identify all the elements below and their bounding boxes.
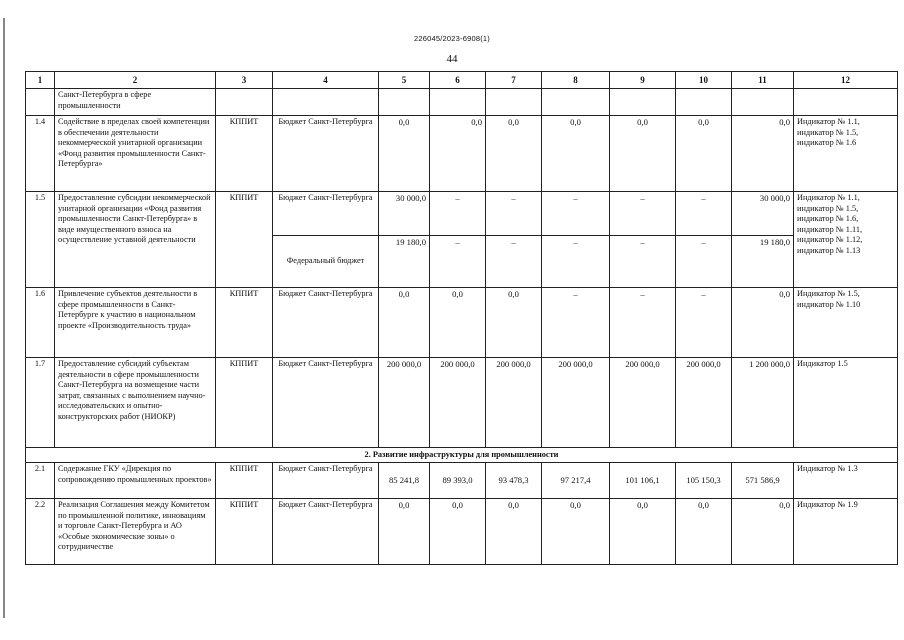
value-col7: 93 478,3 bbox=[486, 463, 542, 499]
table-row bbox=[26, 89, 898, 116]
value-col10: – bbox=[676, 192, 732, 236]
col-header-7: 7 bbox=[486, 72, 542, 89]
indicator: Индикатор № 1.1, индикатор № 1.5, индикатор № 1.6, индикатор № 1.11, индикатор № 1.12, индикатор № 1.13 bbox=[794, 192, 898, 288]
value-col11: 0,0 bbox=[732, 499, 794, 565]
executor: КППИТ bbox=[216, 463, 273, 499]
value-col5: 200 000,0 bbox=[379, 358, 430, 448]
value-col9: – bbox=[610, 288, 676, 358]
measure-name: Санкт-Петербурга в сфере промышленности bbox=[55, 89, 216, 116]
funding-source: Бюджет Санкт-Петербурга bbox=[273, 116, 379, 192]
value-col7: 200 000,0 bbox=[486, 358, 542, 448]
value-col11: 0,0 bbox=[732, 116, 794, 192]
value-col8: – bbox=[542, 236, 610, 288]
indicator: Индикатор № 1.9 bbox=[794, 499, 898, 565]
value-col11: 30 000,0 bbox=[732, 192, 794, 236]
value-col10: 0,0 bbox=[676, 499, 732, 565]
value-col8: – bbox=[542, 288, 610, 358]
value-col8: 0,0 bbox=[542, 499, 610, 565]
row-number: 2.2 bbox=[26, 499, 55, 565]
value-col7: – bbox=[486, 236, 542, 288]
value-col9: – bbox=[610, 236, 676, 288]
table-row bbox=[26, 463, 898, 499]
value-col10: 0,0 bbox=[676, 116, 732, 192]
value-col7: – bbox=[486, 192, 542, 236]
col-header-9: 9 bbox=[610, 72, 676, 89]
value-col8: 97 217,4 bbox=[542, 463, 610, 499]
table-row bbox=[26, 499, 898, 565]
measure-name: Привлечение субъектов деятельности в сфере промышленности в Санкт-Петербурге к участию в национальном проекте «Производительность труда» bbox=[55, 288, 216, 358]
value-col10: 200 000,0 bbox=[676, 358, 732, 448]
indicator: Индикатор № 1.3 bbox=[794, 463, 898, 499]
value-col5: 0,0 bbox=[379, 116, 430, 192]
measure-name: Предоставление субсидий субъектам деятельности в сфере промышленности Санкт-Петербурга на возмещение части затрат, связанных с выполнением научно-исследовательских и опытно-конструкторских работ (НИОКР) bbox=[55, 358, 216, 448]
col-header-8: 8 bbox=[542, 72, 610, 89]
measure-name: Предоставление субсидии некоммерческой унитарной организации «Фонд развития промышленности Санкт-Петербурга» в виде имущественного взноса на осуществление уставной деятельности bbox=[55, 192, 216, 288]
row-number: 1.6 bbox=[26, 288, 55, 358]
col-header-12: 12 bbox=[794, 72, 898, 89]
value-col6: – bbox=[430, 236, 486, 288]
measure-name: Реализация Соглашения между Комитетом по промышленной политике, инновациям и торговле Санкт-Петербурга и АО «Особые экономические зоны» о сотрудничестве bbox=[55, 499, 216, 565]
executor: КППИТ bbox=[216, 288, 273, 358]
value-col9: 0,0 bbox=[610, 499, 676, 565]
table-row bbox=[26, 358, 898, 448]
col-header-5: 5 bbox=[379, 72, 430, 89]
value-col9: 200 000,0 bbox=[610, 358, 676, 448]
value-col10: 105 150,3 bbox=[676, 463, 732, 499]
indicator: Индикатор № 1.1, индикатор № 1.5, индикатор № 1.6 bbox=[794, 116, 898, 192]
value-col9: – bbox=[610, 192, 676, 236]
value-col6: 0,0 bbox=[430, 288, 486, 358]
value-col6: 89 393,0 bbox=[430, 463, 486, 499]
value-col8: 0,0 bbox=[542, 116, 610, 192]
value-col5: 30 000,0 bbox=[379, 192, 430, 236]
row-number: 1.7 bbox=[26, 358, 55, 448]
indicator: Индикатор № 1.5, индикатор № 1.10 bbox=[794, 288, 898, 358]
value-col11: 571 586,9 bbox=[732, 463, 794, 499]
value-col7: 0,0 bbox=[486, 288, 542, 358]
col-header-4: 4 bbox=[273, 72, 379, 89]
executor: КППИТ bbox=[216, 192, 273, 288]
header-row bbox=[26, 72, 898, 89]
funding-source: Федеральный бюджет bbox=[273, 236, 379, 288]
value-col7: 0,0 bbox=[486, 116, 542, 192]
executor: КППИТ bbox=[216, 358, 273, 448]
value-col5: 19 180,0 bbox=[379, 236, 430, 288]
value-col10: – bbox=[676, 288, 732, 358]
col-header-6: 6 bbox=[430, 72, 486, 89]
table-row bbox=[26, 288, 898, 358]
value-col5: 0,0 bbox=[379, 499, 430, 565]
col-header-10: 10 bbox=[676, 72, 732, 89]
col-header-3: 3 bbox=[216, 72, 273, 89]
document-id: 226045/2023-6908(1) bbox=[414, 34, 490, 43]
page-number: 44 bbox=[446, 53, 458, 65]
value-col11: 19 180,0 bbox=[732, 236, 794, 288]
col-header-11: 11 bbox=[732, 72, 794, 89]
col-header-2: 2 bbox=[55, 72, 216, 89]
measure-name: Содержание ГКУ «Дирекция по сопровождению промышленных проектов» bbox=[55, 463, 216, 499]
table-row bbox=[26, 116, 898, 192]
row-number: 2.1 bbox=[26, 463, 55, 499]
value-col7: 0,0 bbox=[486, 499, 542, 565]
executor: КППИТ bbox=[216, 116, 273, 192]
funding-source: Бюджет Санкт-Петербурга bbox=[273, 358, 379, 448]
value-col11: 0,0 bbox=[732, 288, 794, 358]
value-col5: 85 241,8 bbox=[379, 463, 430, 499]
value-col6: 0,0 bbox=[430, 499, 486, 565]
value-col11: 1 200 000,0 bbox=[732, 358, 794, 448]
scan-edge-mark bbox=[3, 18, 5, 618]
row-number: 1.5 bbox=[26, 192, 55, 288]
value-col6: 200 000,0 bbox=[430, 358, 486, 448]
value-col5: 0,0 bbox=[379, 288, 430, 358]
value-col8: 200 000,0 bbox=[542, 358, 610, 448]
measure-name: Содействие в пределах своей компетенции в обеспечении деятельности некоммерческой унитарной организации «Фонд развития промышленности Санкт-Петербурга» bbox=[55, 116, 216, 192]
row-number: 1.4 bbox=[26, 116, 55, 192]
table-row bbox=[26, 192, 898, 236]
value-col9: 0,0 bbox=[610, 116, 676, 192]
executor: КППИТ bbox=[216, 499, 273, 565]
value-col6: 0,0 bbox=[430, 116, 486, 192]
funding-source: Бюджет Санкт-Петербурга bbox=[273, 288, 379, 358]
indicator: Индикатор 1.5 bbox=[794, 358, 898, 448]
value-col9: 101 106,1 bbox=[610, 463, 676, 499]
funding-source: Бюджет Санкт-Петербурга bbox=[273, 192, 379, 236]
value-col6: – bbox=[430, 192, 486, 236]
funding-source: Бюджет Санкт-Петербурга bbox=[273, 499, 379, 565]
program-measures-table bbox=[25, 71, 898, 565]
value-col8: – bbox=[542, 192, 610, 236]
section-title: 2. Развитие инфраструктуры для промышленности bbox=[26, 448, 898, 463]
col-header-1: 1 bbox=[26, 72, 55, 89]
funding-source: Бюджет Санкт-Петербурга bbox=[273, 463, 379, 499]
value-col10: – bbox=[676, 236, 732, 288]
section-row bbox=[26, 448, 898, 463]
